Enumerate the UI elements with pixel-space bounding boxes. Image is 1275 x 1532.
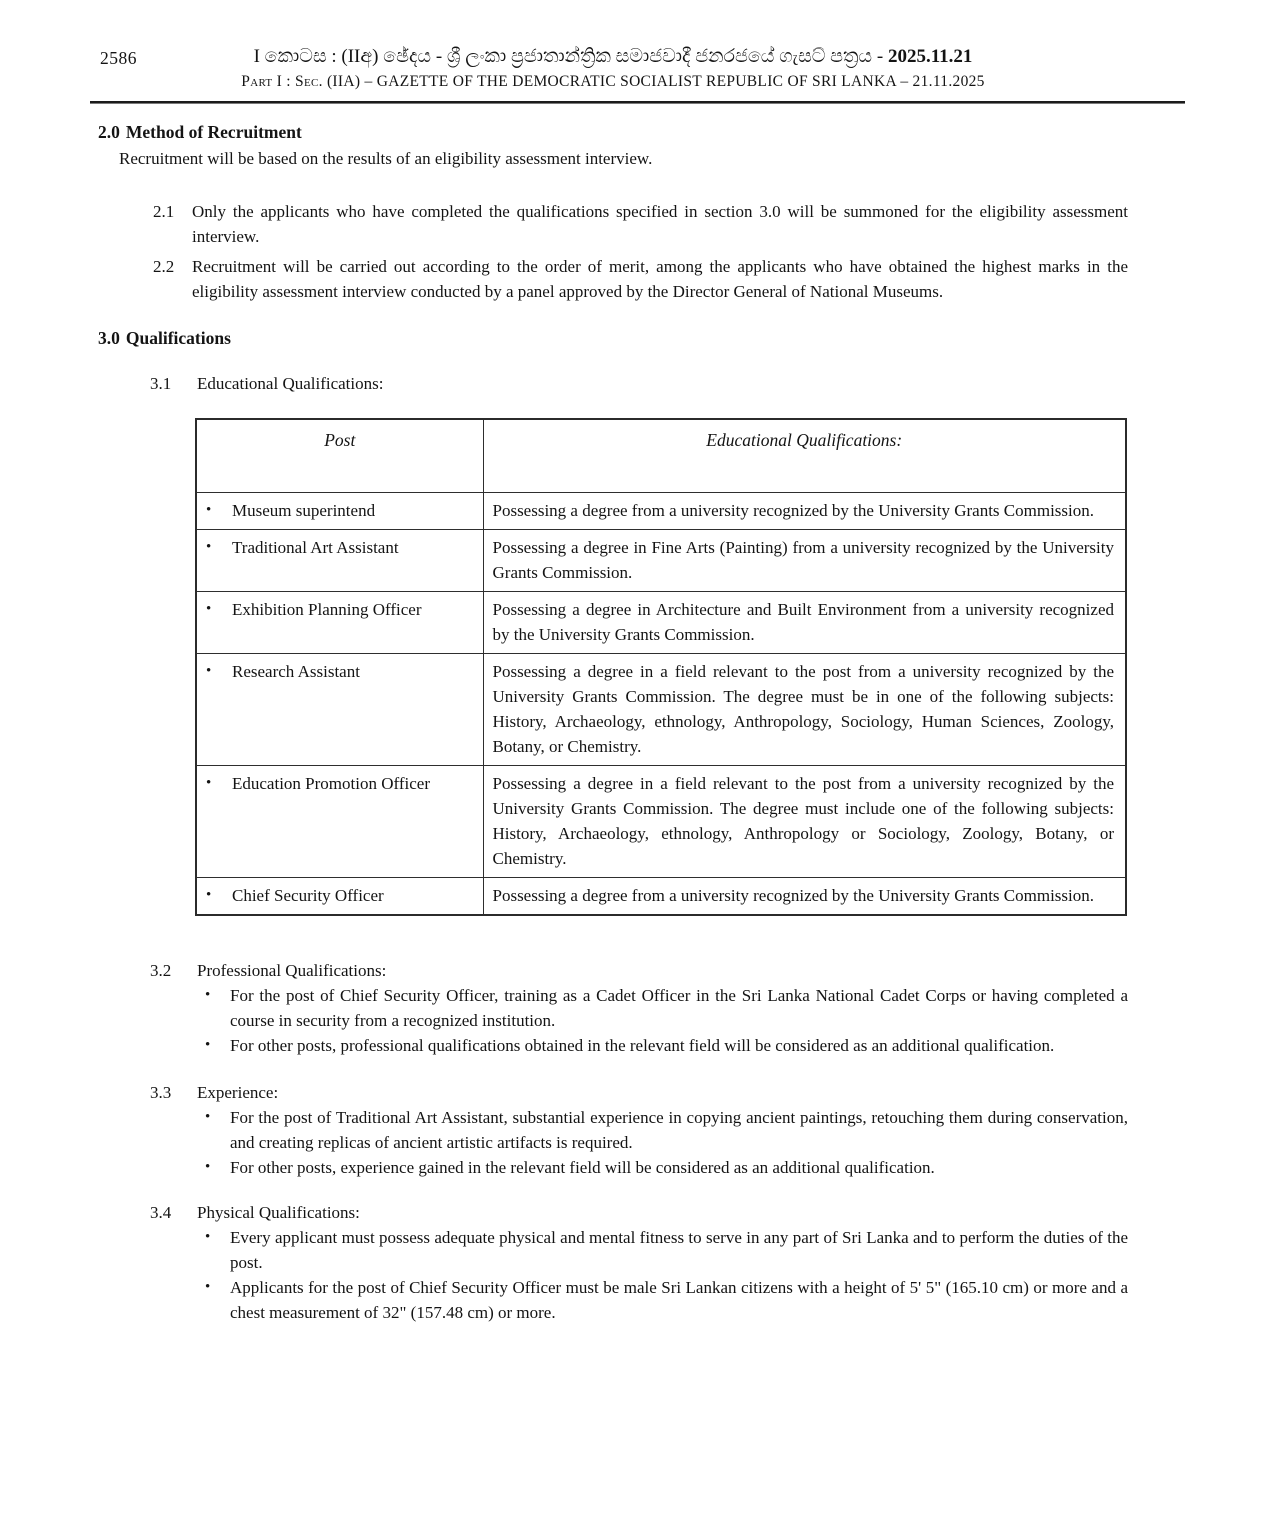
qualification-cell: Possessing a degree from a university recognized by the University Grants Commission. <box>483 877 1126 915</box>
sub-3-4-heading <box>150 1200 1128 1225</box>
item-2-2-number: 2.2 <box>153 257 175 276</box>
bullet-icon: • <box>206 501 212 518</box>
bullet-icon: • <box>206 662 212 679</box>
bullet-icon: • <box>206 774 212 791</box>
column-header-post: Post <box>196 419 483 492</box>
section-2-heading <box>98 120 1128 145</box>
page-number: 2586 <box>100 48 137 68</box>
bullet-icon: • <box>206 538 212 555</box>
list-item <box>205 1033 1128 1058</box>
sub-3-3-number: 3.3 <box>150 1082 172 1102</box>
sub-3-1-heading <box>150 371 1128 396</box>
item-2-2-text: Recruitment will be carried out according to the order of merit, among the applicants who have obtained the highest marks in the eligibility assessment interview conducted by a panel approved by the Director General of National Museums. <box>192 257 1128 301</box>
sub-3-2-heading <box>150 958 1128 983</box>
bullet-icon: • <box>205 1108 211 1125</box>
gazette-title-sinhala <box>98 44 1128 70</box>
qualification-cell: Possessing a degree in a field relevant to the post from a university recognized by the University Grants Commission. The degree must include one of the following subjects: History, Archaeology, ethnology, Anthropology or Sociology, Zoology, Botany, or Chemistry. <box>483 765 1126 877</box>
post-cell <box>196 492 483 529</box>
table-row <box>196 877 1126 915</box>
column-header-qualifications: Educational Qualifications: <box>483 419 1126 492</box>
qualification-cell: Possessing a degree from a university recognized by the University Grants Commission. <box>483 492 1126 529</box>
table-row <box>196 653 1126 765</box>
gazette-title-english: Part I : Sec. (IIA) – GAZETTE OF THE DEMOCRATIC SOCIALIST REPUBLIC OF SRI LANKA – 21.11.2025 <box>241 73 985 90</box>
qualification-cell: Possessing a degree in a field relevant to the post from a university recognized by the University Grants Commission. The degree must be in one of the following subjects: History, Archaeology, ethnology, Anthropology, Sociology, Human Sciences, Zoology, Botany, or Chemistry. <box>483 653 1126 765</box>
post-name: Museum superintend <box>232 500 376 520</box>
section-2-title: Method of Recruitment <box>125 122 302 142</box>
sub-3-4-number: 3.4 <box>150 1202 172 1222</box>
qualification-cell: Possessing a degree in Architecture and Built Environment from a university recognized by the University Grants Commission. <box>483 591 1126 653</box>
bullet-text: Every applicant must possess adequate physical and mental fitness to serve in any part of Sri Lanka and to perform the duties of the post. <box>230 1227 1128 1272</box>
section-2-intro: Recruitment will be based on the results of an eligibility assessment interview. <box>119 149 653 168</box>
bullet-icon: • <box>205 986 211 1003</box>
gazette-date-sinhala: 2025.11.21 <box>887 46 973 67</box>
sub-3-2-title: Professional Qualifications: <box>197 960 387 980</box>
post-cell <box>196 765 483 877</box>
post-cell <box>196 653 483 765</box>
post-name: Education Promotion Officer <box>232 773 430 793</box>
sub-3-4-title: Physical Qualifications: <box>197 1202 360 1222</box>
gazette-title-sinhala-text: I කොටස : (IIඅ) ඡේදය - ශ්‍රී ලංකා ප්‍රජාතාන්ත්‍රික සමාජවාදී ජනරජයේ ගැසට් පත්‍රය - <box>253 46 888 67</box>
list-item <box>205 1105 1128 1155</box>
table-row <box>196 765 1126 877</box>
list-item <box>205 1275 1128 1325</box>
bullet-icon: • <box>205 1228 211 1245</box>
bullet-text: For other posts, experience gained in the relevant field will be considered as an additional qualification. <box>230 1157 935 1177</box>
bullet-icon: • <box>205 1036 211 1053</box>
item-2-1-text: Only the applicants who have completed the qualifications specified in section 3.0 will be summoned for the eligibility assessment interview. <box>192 202 1128 246</box>
bullet-text: For the post of Traditional Art Assistant, substantial experience in copying ancient paintings, retouching them during conservation, and creating replicas of ancient artistic artifacts is required. <box>230 1107 1128 1152</box>
section-3-number: 3.0 <box>98 328 120 348</box>
item-2-1-number: 2.1 <box>153 202 175 221</box>
post-name: Chief Security Officer <box>232 885 384 905</box>
bullet-icon: • <box>206 600 212 617</box>
table-row <box>196 492 1126 529</box>
item-2-2 <box>153 254 1128 304</box>
masthead-titles <box>98 44 1128 92</box>
bullet-icon: • <box>205 1278 211 1295</box>
section-3-title: Qualifications <box>125 328 231 348</box>
qualification-cell: Possessing a degree in Fine Arts (Painting) from a university recognized by the University Grants Commission. <box>483 529 1126 591</box>
post-name: Research Assistant <box>232 661 360 681</box>
header-rule <box>90 101 1185 104</box>
sub-3-4 <box>98 1200 1128 1325</box>
bullet-icon: • <box>205 1158 211 1175</box>
section-2-items <box>98 199 1128 304</box>
educational-qualifications-table <box>195 418 1127 916</box>
bullet-text: Applicants for the post of Chief Security Officer must be male Sri Lankan citizens with a height of 5' 5" (165.10 cm) or more and a chest measurement of 32" (157.48 cm) or more. <box>230 1277 1128 1322</box>
list-item <box>205 1155 1128 1180</box>
table-row <box>196 529 1126 591</box>
item-2-1 <box>153 199 1128 249</box>
sub-3-3-title: Experience: <box>197 1082 279 1102</box>
post-cell <box>196 591 483 653</box>
section-2-number: 2.0 <box>98 122 120 142</box>
sub-3-3 <box>98 1080 1128 1180</box>
list-item <box>205 1225 1128 1275</box>
table-header-row <box>196 419 1126 492</box>
post-name: Exhibition Planning Officer <box>232 599 422 619</box>
sub-3-3-heading <box>150 1080 1128 1105</box>
table-row <box>196 591 1126 653</box>
section-3-heading <box>98 326 1128 351</box>
bullet-text: For other posts, professional qualifications obtained in the relevant field will be considered as an additional qualification. <box>230 1035 1055 1055</box>
sub-3-1-title: Educational Qualifications: <box>197 374 384 393</box>
bullet-text: For the post of Chief Security Officer, training as a Cadet Officer in the Sri Lanka National Cadet Corps or having completed a course in security from a recognized institution. <box>230 985 1128 1030</box>
post-name: Traditional Art Assistant <box>232 537 399 557</box>
bullet-icon: • <box>206 886 212 903</box>
list-item <box>205 983 1128 1033</box>
post-cell <box>196 877 483 915</box>
sub-3-1-number: 3.1 <box>150 374 172 393</box>
sub-3-2 <box>98 958 1128 1058</box>
post-cell <box>196 529 483 591</box>
sub-3-2-number: 3.2 <box>150 960 172 980</box>
page-header <box>98 44 1128 92</box>
